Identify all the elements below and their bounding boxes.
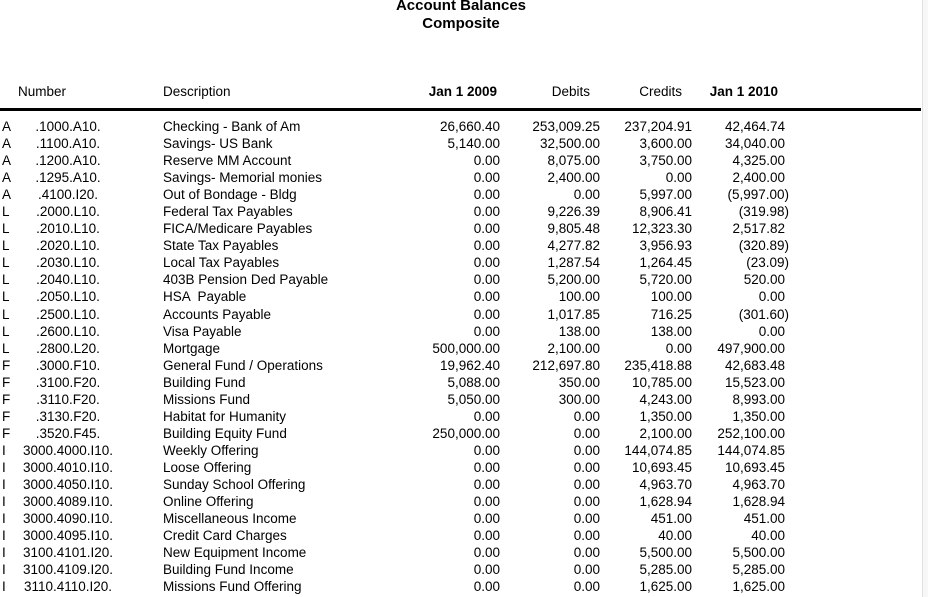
account-description-cell: General Fund / Operations (163, 357, 323, 373)
table-row (0, 323, 922, 340)
credits-cell: 12,323.30 (631, 221, 692, 237)
account-description-cell: Federal Tax Payables (163, 204, 293, 220)
debits-cell: 212,697.80 (532, 357, 600, 373)
account-number-cell: .3110.F20. (36, 391, 100, 407)
debits-cell: 253,009.25 (532, 119, 600, 134)
credits-cell: 3,750.00 (639, 153, 692, 169)
account-number-cell: 3000.4090.I10. (22, 511, 114, 527)
account-type-cell: F (2, 357, 11, 373)
account-type-cell: A (2, 170, 12, 186)
account-number-cell: .2020.L10. (36, 238, 100, 254)
header-rule (0, 108, 921, 111)
credits-cell: 0.00 (665, 170, 692, 186)
credits-cell: 3,956.93 (639, 238, 692, 254)
account-number-cell: .2000.L10. (36, 204, 100, 220)
debits-cell: 1,017.85 (547, 306, 600, 322)
table-row (0, 578, 922, 595)
account-type-cell: L (2, 204, 10, 220)
debits-cell: 0.00 (573, 562, 600, 578)
debits-cell: 0.00 (573, 511, 600, 527)
account-number-cell: .1000.A10. (35, 119, 101, 134)
account-description-cell: Habitat for Humanity (163, 408, 287, 424)
account-type-cell: F (2, 425, 11, 441)
balance-jan2010-cell: 42,683.48 (724, 357, 785, 373)
account-type-cell: F (2, 391, 11, 407)
balance-jan2009-cell: 0.00 (473, 255, 500, 271)
credits-cell: 1,264.45 (639, 255, 692, 271)
credits-cell: 4,963.70 (639, 476, 692, 492)
report-title: Account Balances (395, 0, 527, 14)
balance-jan2010-cell: (301.60) (738, 306, 789, 322)
balance-jan2010-cell: 5,285.00 (732, 562, 785, 578)
account-description-cell: Savings- US Bank (163, 136, 273, 152)
account-description-cell: FICA/Medicare Payables (163, 221, 313, 237)
column-header-debits: Debits (551, 84, 590, 99)
table-row (0, 169, 922, 186)
account-number-cell: .2040.L10. (36, 272, 100, 288)
balance-jan2009-cell: 500,000.00 (432, 340, 500, 356)
table-row (0, 425, 922, 442)
account-description-cell: 403B Pension Ded Payable (163, 272, 329, 288)
credits-cell: 10,785.00 (631, 374, 692, 390)
credits-cell: 2,100.00 (639, 425, 692, 441)
balance-jan2009-cell: 0.00 (473, 323, 500, 339)
credits-cell: 3,600.00 (639, 136, 692, 152)
table-row (0, 493, 922, 510)
balance-jan2009-cell: 0.00 (473, 272, 500, 288)
balance-jan2009-cell: 0.00 (473, 528, 500, 544)
balance-jan2009-cell: 19,962.40 (439, 357, 500, 373)
credits-cell: 144,074.85 (624, 442, 692, 458)
account-type-cell: I (2, 476, 6, 492)
table-row (0, 220, 922, 237)
account-number-cell: .3130.F20. (35, 408, 101, 424)
account-description-cell: Out of Bondage - Bldg (163, 187, 297, 203)
account-number-cell: 3110.4110.I20. (23, 579, 113, 595)
credits-cell: 716.25 (650, 306, 692, 322)
balance-jan2010-cell: (319.98) (738, 204, 789, 220)
account-description-cell: Credit Card Charges (163, 528, 287, 544)
balance-jan2010-cell: 34,040.00 (724, 136, 785, 152)
balance-jan2009-cell: 0.00 (473, 204, 500, 220)
debits-cell: 0.00 (573, 494, 600, 510)
credits-cell: 1,350.00 (639, 408, 692, 424)
balance-jan2010-cell: 42,464.74 (724, 119, 785, 134)
debits-cell: 350.00 (558, 374, 600, 390)
balance-jan2010-cell: 497,900.00 (717, 340, 785, 356)
debits-cell: 9,805.48 (547, 221, 600, 237)
credits-cell: 8,906.41 (639, 204, 692, 220)
column-header-number: Number (18, 84, 67, 99)
table-row (0, 442, 922, 459)
account-type-cell: L (2, 323, 10, 339)
account-type-cell: L (2, 255, 10, 271)
account-description-cell: Visa Payable (163, 323, 242, 339)
balance-jan2010-cell: 2,400.00 (732, 170, 785, 186)
debits-cell: 0.00 (573, 187, 600, 203)
account-description-cell: Building Equity Fund (163, 425, 287, 441)
table-row (0, 357, 922, 374)
account-type-cell: I (2, 528, 6, 544)
credits-cell: 237,204.91 (624, 119, 692, 134)
table-row (0, 288, 922, 305)
credits-cell: 5,997.00 (639, 187, 692, 203)
credits-cell: 5,285.00 (639, 562, 692, 578)
balance-jan2009-cell: 0.00 (473, 545, 500, 561)
account-type-cell: A (2, 153, 12, 169)
account-type-cell: A (2, 119, 12, 134)
account-description-cell: Miscellaneous Income (163, 511, 297, 527)
balance-jan2009-cell: 26,660.40 (439, 119, 500, 134)
account-type-cell: I (2, 562, 6, 578)
account-description-cell: Building Fund (163, 374, 246, 390)
balance-jan2010-cell: 144,074.85 (717, 442, 785, 458)
account-number-cell: 3100.4101.I20. (22, 545, 114, 561)
debits-cell: 8,075.00 (547, 153, 600, 169)
account-number-cell: 3000.4000.I10. (22, 442, 114, 458)
balance-jan2010-cell: (320.89) (738, 238, 789, 254)
table-row (0, 459, 922, 476)
balance-jan2009-cell: 5,140.00 (447, 136, 500, 152)
debits-cell: 1,287.54 (547, 255, 600, 271)
table-row (0, 391, 922, 408)
debits-cell: 32,500.00 (539, 136, 600, 152)
account-number-cell: .2050.L10. (36, 289, 100, 305)
account-number-cell: .3000.F10. (35, 357, 101, 373)
balance-jan2009-cell: 0.00 (473, 153, 500, 169)
balance-jan2009-cell: 0.00 (473, 289, 500, 305)
balance-jan2009-cell: 0.00 (473, 476, 500, 492)
balance-jan2009-cell: 0.00 (473, 459, 500, 475)
table-row (0, 544, 922, 561)
account-number-cell: 3000.4050.I10. (22, 476, 114, 492)
balance-jan2010-cell: 5,500.00 (732, 545, 785, 561)
table-row (0, 254, 922, 271)
credits-cell: 10,693.45 (631, 459, 692, 475)
debits-cell: 0.00 (573, 425, 600, 441)
column-header-jan-1-2010: Jan 1 2010 (709, 84, 778, 99)
balance-jan2010-cell: 10,693.45 (724, 459, 785, 475)
balance-jan2009-cell: 0.00 (473, 494, 500, 510)
balance-jan2010-cell: 520.00 (743, 272, 785, 288)
table-row (0, 271, 922, 288)
account-type-cell: F (2, 408, 11, 424)
balance-jan2010-cell: (5,997.00) (727, 187, 789, 203)
balance-jan2010-cell: 1,625.00 (732, 579, 785, 595)
account-description-cell: Building Fund Income (163, 562, 294, 578)
account-number-cell: .1295.A10. (35, 170, 101, 186)
balance-jan2010-cell: 0.00 (758, 323, 785, 339)
debits-cell: 4,277.82 (547, 238, 600, 254)
account-number-cell: 3000.4010.I10. (22, 459, 114, 475)
table-row (0, 135, 922, 152)
credits-cell: 235,418.88 (624, 357, 692, 373)
balance-jan2009-cell: 0.00 (473, 511, 500, 527)
table-row (0, 527, 922, 544)
balance-jan2009-cell: 0.00 (473, 408, 500, 424)
balance-jan2010-cell: 40.00 (751, 528, 785, 544)
account-description-cell: Missions Fund (163, 391, 251, 407)
debits-cell: 0.00 (573, 408, 600, 424)
table-row (0, 203, 922, 220)
table-row (0, 408, 922, 425)
column-header-credits: Credits (639, 84, 682, 99)
debits-cell: 138.00 (558, 323, 600, 339)
credits-cell: 1,625.00 (639, 579, 692, 595)
debits-cell: 2,400.00 (547, 170, 600, 186)
account-number-cell: .2010.L10. (36, 221, 100, 237)
table-row (0, 340, 922, 357)
account-number-cell: 3000.4089.I10. (22, 494, 114, 510)
balance-jan2009-cell: 5,050.00 (447, 391, 500, 407)
account-type-cell: A (2, 187, 12, 203)
debits-cell: 0.00 (573, 528, 600, 544)
account-type-cell: I (2, 459, 6, 475)
account-type-cell: A (2, 136, 12, 152)
credits-cell: 5,720.00 (639, 272, 692, 288)
balance-jan2010-cell: 1,350.00 (732, 408, 785, 424)
balance-jan2009-cell: 0.00 (473, 187, 500, 203)
account-description-cell: Weekly Offering (163, 442, 259, 458)
account-type-cell: I (2, 545, 6, 561)
balance-jan2009-cell: 0.00 (473, 562, 500, 578)
table-row (0, 374, 922, 391)
balance-jan2010-cell: 15,523.00 (724, 374, 785, 390)
account-type-cell: I (2, 511, 6, 527)
balance-jan2009-cell: 0.00 (473, 306, 500, 322)
table-row (0, 561, 922, 578)
balance-jan2009-cell: 0.00 (473, 221, 500, 237)
balance-jan2010-cell: 4,963.70 (732, 476, 785, 492)
account-type-cell: L (2, 238, 10, 254)
account-number-cell: 3100.4109.I20. (22, 562, 114, 578)
account-description-cell: Online Offering (163, 494, 254, 510)
credits-cell: 138.00 (650, 323, 692, 339)
balance-jan2009-cell: 0.00 (473, 170, 500, 186)
account-description-cell: State Tax Payables (163, 238, 279, 254)
credits-cell: 4,243.00 (639, 391, 692, 407)
account-description-cell: Loose Offering (163, 459, 252, 475)
account-description-cell: Reserve MM Account (163, 153, 292, 169)
account-description-cell: Accounts Payable (163, 306, 272, 322)
debits-cell: 300.00 (558, 391, 600, 407)
account-number-cell: .1100.A10. (35, 136, 101, 152)
table-row (0, 306, 922, 323)
account-number-cell: 3000.4095.I10. (22, 528, 114, 544)
account-description-cell: HSA Payable (163, 289, 247, 305)
table-row (0, 237, 922, 254)
account-description-cell: Checking - Bank of Am (163, 119, 301, 134)
account-description-cell: Sunday School Offering (163, 476, 306, 492)
account-description-cell: Local Tax Payables (163, 255, 280, 271)
debits-cell: 2,100.00 (547, 340, 600, 356)
balance-jan2010-cell: 1,628.94 (732, 494, 785, 510)
account-number-cell: .1200.A10. (35, 153, 101, 169)
credits-cell: 451.00 (650, 511, 692, 527)
account-description-cell: Mortgage (163, 340, 221, 356)
account-number-cell: .2500.L10. (36, 306, 100, 322)
credits-cell: 1,628.94 (639, 494, 692, 510)
credits-cell: 5,500.00 (639, 545, 692, 561)
report-subtitle: Composite (422, 15, 500, 32)
debits-cell: 0.00 (573, 476, 600, 492)
debits-cell: 9,226.39 (547, 204, 600, 220)
account-type-cell: L (2, 221, 10, 237)
account-table (0, 118, 922, 595)
account-type-cell: L (2, 289, 10, 305)
account-number-cell: .2800.L20. (36, 340, 100, 356)
table-row (0, 186, 922, 203)
table-row (0, 152, 922, 169)
balance-jan2010-cell: 8,993.00 (732, 391, 785, 407)
credits-cell: 0.00 (665, 340, 692, 356)
debits-cell: 100.00 (558, 289, 600, 305)
debits-cell: 0.00 (573, 442, 600, 458)
account-type-cell: I (2, 579, 6, 595)
account-type-cell: L (2, 340, 10, 356)
account-number-cell: .4100.I20. (37, 187, 99, 203)
account-type-cell: L (2, 306, 10, 322)
balance-jan2010-cell: 0.00 (758, 289, 785, 305)
credits-cell: 100.00 (650, 289, 692, 305)
account-number-cell: .3100.F20. (35, 374, 101, 390)
debits-cell: 5,200.00 (547, 272, 600, 288)
account-number-cell: .3520.F45. (35, 425, 101, 441)
column-header-jan-1-2009: Jan 1 2009 (428, 84, 497, 99)
balance-jan2010-cell: 451.00 (743, 511, 785, 527)
balance-jan2010-cell: (23.09) (746, 255, 789, 271)
balance-jan2010-cell: 2,517.82 (732, 221, 785, 237)
debits-cell: 0.00 (573, 459, 600, 475)
balance-jan2009-cell: 5,088.00 (447, 374, 500, 390)
report-title-block (0, 0, 922, 33)
credits-cell: 40.00 (658, 528, 692, 544)
table-row (0, 476, 922, 493)
account-type-cell: I (2, 494, 6, 510)
balance-jan2009-cell: 250,000.00 (432, 425, 500, 441)
account-type-cell: I (2, 442, 6, 458)
account-type-cell: F (2, 374, 11, 390)
balance-jan2009-cell: 0.00 (473, 238, 500, 254)
account-number-cell: .2600.L10. (36, 323, 100, 339)
account-number-cell: .2030.L10. (36, 255, 100, 271)
debits-cell: 0.00 (573, 579, 600, 595)
account-description-cell: New Equipment Income (163, 545, 307, 561)
account-description-cell: Savings- Memorial monies (163, 170, 323, 186)
table-row (0, 510, 922, 527)
balance-jan2010-cell: 4,325.00 (732, 153, 785, 169)
account-type-cell: L (2, 272, 10, 288)
balance-jan2010-cell: 252,100.00 (717, 425, 785, 441)
column-header-description: Description (163, 84, 231, 99)
page-edge-strip (922, 0, 928, 597)
balance-jan2009-cell: 0.00 (473, 442, 500, 458)
debits-cell: 0.00 (573, 545, 600, 561)
balance-jan2009-cell: 0.00 (473, 579, 500, 595)
account-description-cell: Missions Fund Offering (163, 579, 302, 595)
table-row (0, 118, 922, 135)
